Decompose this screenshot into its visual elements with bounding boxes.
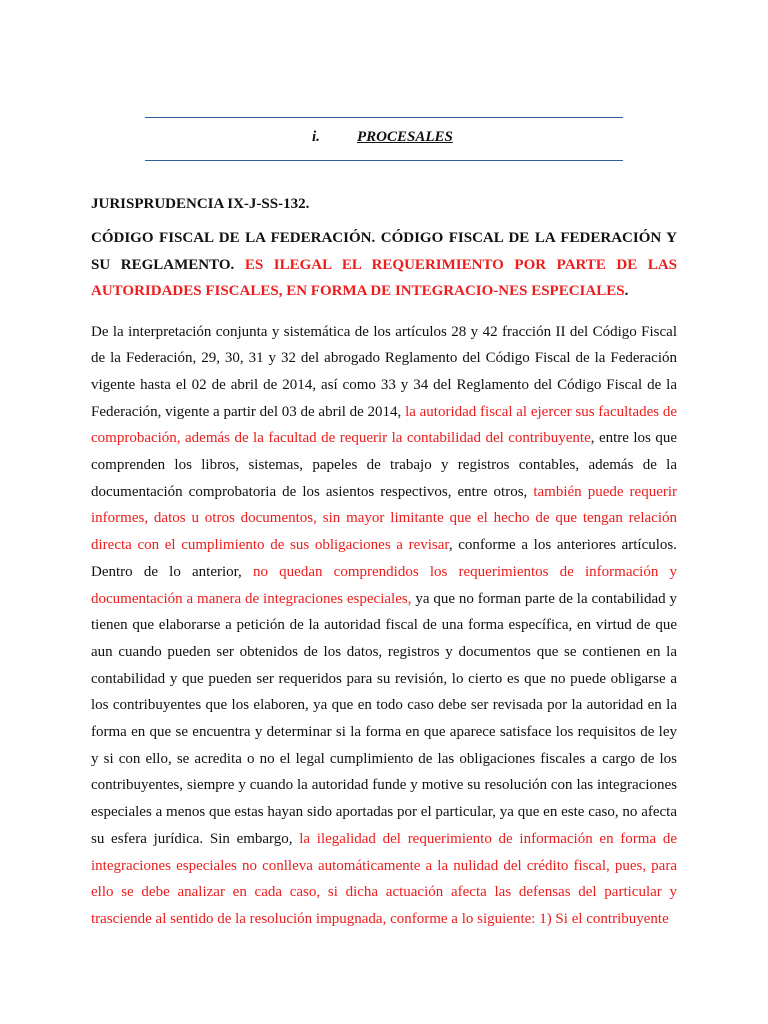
body-highlight-4: la ilegalidad del requerimiento de información en forma de integraciones especiales no conlleva automáticamente a la nulidad del crédito fiscal, pues, para ello se debe analizar en cada caso, si dicha actuación afecta las defensas del particular y trasciende al sentido de la resolución impugnada, conforme a lo siguiente: 1) Si el contribuyente: [91, 830, 677, 927]
rubro-highlight: ES ILEGAL EL REQUERIMIENTO POR PARTE DE LAS AUTORIDADES FISCALES, EN FORMA DE INTEGRACIO-NES ESPECIALES: [91, 256, 678, 299]
section-heading: [145, 129, 623, 149]
body-text-2: , entre los que comprenden los libros, sistemas, papeles de trabajo y registros contables, además de la documentación comprobatoria de los asientos respectivos, entre otros,: [91, 430, 677, 500]
body-text-1: De la interpretación conjunta y sistemática de los artículos 28 y 42 fracción II del Código Fiscal de la Federación, 29, 30, 31 y 32 del abrogado Reglamento del Código Fiscal de la Federación vigente hasta el 02 de abril de 2014, así como 33 y 34 del Reglamento del Código Fiscal de la Federación, vigente a partir del 03 de abril de 2014,: [91, 323, 677, 420]
body-text-3: , conforme a los anteriores artículos. Dentro de lo anterior,: [91, 537, 678, 580]
section-rule-top: [145, 117, 623, 118]
jurisprudence-rubro: [91, 225, 677, 305]
section-title: PROCESALES: [357, 129, 453, 145]
body-highlight-2: también puede requerir informes, datos u otros documentos, sin mayor limitante que el hecho de que tengan relación directa con el cumplimiento de sus obligaciones a revisar: [91, 483, 678, 554]
section-rule-bottom: [145, 160, 623, 161]
section-number: i.: [312, 129, 320, 145]
rubro-end: .: [624, 283, 629, 299]
jurisprudence-id: JURISPRUDENCIA IX-J-SS-132.: [91, 196, 310, 212]
body-paragraph: [91, 319, 677, 933]
rubro-text: CÓDIGO FISCAL DE LA FEDERACIÓN. CÓDIGO FISCAL DE LA FEDERACIÓN Y SU REGLAMENTO.: [91, 230, 677, 273]
body-highlight-1: la autoridad fiscal al ejercer sus facultades de comprobación, además de la facultad de requerir la contabilidad del contribuyente: [91, 403, 678, 447]
body-highlight-3: no quedan comprendidos los requerimientos de información y documentación a manera de integraciones especiales,: [91, 563, 677, 607]
body-text-4: ya que no forman parte de la contabilidad y tienen que elaborarse a petición de la autoridad fiscal de una forma específica, en virtud de que aun cuando pueden ser obtenidos de los datos, registros y documentos que se contienen en la contabilidad y que pueden ser requeridos para su revisión, lo cierto es que no puede obligarse a los contribuyentes que los elaboren, ya que en todo caso debe ser revisada por la autoridad en la forma en que se encuentra y determinar si la forma en que aparece satisface los requisitos de ley y si con ello, se acredita o no el legal cumplimiento de las obligaciones fiscales a cargo de los contribuyentes, siempre y cuando la autoridad funde y motive su resolución con las integraciones especiales a menos que estas hayan sido aportadas por el particular, ya que en este caso, no afecta su esfera jurídica. Sin embargo,: [91, 590, 677, 847]
document-body: [91, 194, 677, 933]
